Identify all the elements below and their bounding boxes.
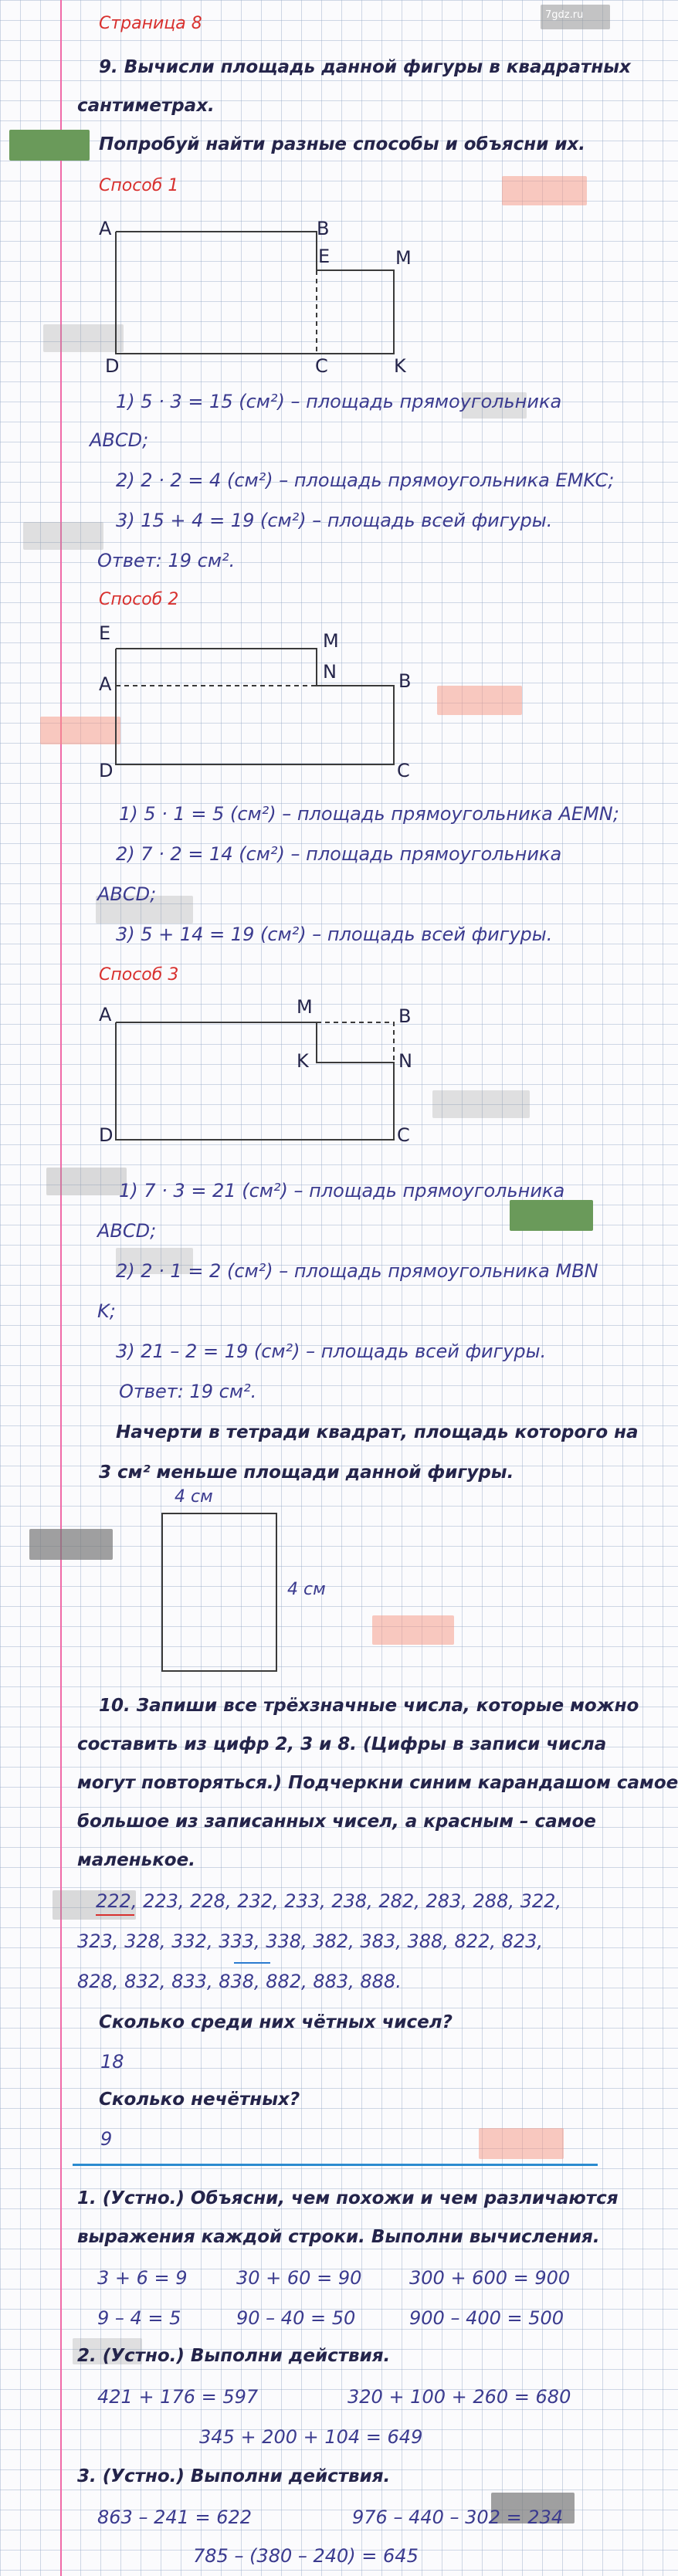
way2-line2: 2) 7 · 2 = 14 (см²) – площадь прямоугольника: [116, 843, 562, 865]
way1-label: Способ 1: [99, 176, 179, 195]
task1-r1c3: 300 + 600 = 900: [409, 2267, 571, 2289]
task2-e1: 421 + 176 = 597: [97, 2386, 259, 2408]
point-D: D: [105, 355, 120, 377]
task1-r1c1: 3 + 6 = 9: [97, 2267, 188, 2289]
point-A3: A: [99, 1004, 112, 1025]
square-4cm: [162, 1513, 276, 1671]
way1-line3: 3) 15 + 4 = 19 (см²) – площадь всей фигуры.: [116, 510, 553, 531]
point-N3: N: [398, 1050, 412, 1072]
task10-title-line2: составить из цифр 2, 3 и 8. (Цифры в записи числа: [77, 1734, 607, 1754]
task1-title-line2: выражения каждой строки. Выполни вычисления.: [77, 2227, 600, 2247]
task1-title-line1: 1. (Устно.) Объясни, чем похожи и чем различаются: [77, 2188, 619, 2208]
point-A2: A: [99, 673, 112, 695]
way2-line2b: ABCD;: [97, 883, 157, 905]
way3-line2: 2) 2 · 1 = 2 (см²) – площадь прямоугольника MBN: [116, 1260, 598, 1282]
task9-title-line1: 9. Вычисли площадь данной фигуры в квадратных: [99, 57, 631, 77]
point-E2: E: [99, 622, 111, 644]
task3-e1: 863 – 241 = 622: [97, 2507, 253, 2528]
task10-title-line3: могут повторяться.) Подчеркни синим карандашом самое: [77, 1773, 678, 1793]
even-question: Сколько среди них чётных чисел?: [99, 2012, 453, 2032]
square-side-label: 4 см: [287, 1580, 326, 1599]
way3-line3: 3) 21 – 2 = 19 (см²) – площадь всей фигуры.: [116, 1341, 547, 1362]
numbers-line3-c: , 838, 882, 883, 888.: [206, 1971, 402, 1992]
task9-title-line2: сантиметрах.: [77, 96, 215, 116]
task1-r1c2: 30 + 60 = 90: [236, 2267, 362, 2289]
min-number: 222: [96, 1890, 131, 1912]
point-M: M: [395, 247, 412, 269]
watermark-top-right: 7gdz.ru: [541, 5, 610, 29]
way1-line1: 1) 5 · 3 = 15 (см²) – площадь прямоугольника: [116, 391, 562, 412]
figure-way1: [116, 232, 394, 354]
way1-line1b: ABCD;: [90, 429, 149, 451]
way3-line1b: ABCD;: [97, 1220, 157, 1242]
task2-e3: 345 + 200 + 104 = 649: [199, 2426, 423, 2448]
even-answer: 18: [100, 2051, 124, 2073]
point-B2: B: [398, 670, 412, 692]
section-divider: [73, 2164, 598, 2166]
point-K: K: [394, 355, 406, 377]
point-A: A: [99, 218, 112, 239]
task2-e2: 320 + 100 + 260 = 680: [347, 2386, 571, 2408]
way2-line3: 3) 5 + 14 = 19 (см²) – площадь всей фигуры.: [116, 924, 553, 945]
point-C: C: [315, 355, 328, 377]
task10-title-line5: маленькое.: [77, 1850, 195, 1870]
task9-title-line3: Попробуй найти разные способы и объясни их.: [99, 134, 586, 154]
task10-title-line4: большое из записанных чисел, а красным – самое: [77, 1812, 596, 1832]
way2-label: Способ 2: [99, 590, 179, 609]
task3-title: 3. (Устно.) Выполни действия.: [77, 2466, 391, 2486]
task10-title-line1: 10. Запиши все трёхзначные числа, которые можно: [99, 1696, 639, 1716]
point-E: E: [318, 246, 331, 267]
way2-line1: 1) 5 · 1 = 5 (см²) – площадь прямоугольника AEMN;: [119, 803, 619, 825]
numbers-line3-a: 828, 832,: [77, 1971, 172, 1992]
task1-r2c1: 9 – 4 = 5: [97, 2307, 181, 2329]
way3-label: Способ 3: [99, 965, 179, 985]
task3-e2: 976 – 440 – 302 = 234: [352, 2507, 564, 2528]
numbers-line3: [77, 1971, 402, 1992]
point-M2: M: [323, 630, 339, 652]
figure-way3: [116, 1022, 394, 1140]
square-top-label: 4 см: [175, 1487, 213, 1507]
square-task-line2: 3 см² меньше площади данной фигуры.: [99, 1463, 514, 1483]
task3-e3: 785 – (380 – 240) = 645: [193, 2545, 419, 2567]
task2-title: 2. (Устно.) Выполни действия.: [77, 2346, 391, 2366]
point-B3: B: [398, 1005, 412, 1027]
point-N2: N: [323, 661, 337, 683]
point-K3: K: [297, 1050, 309, 1072]
point-D3: D: [99, 1124, 114, 1146]
page-label: Страница 8: [99, 14, 202, 33]
square-task-line1: Начерти в тетради квадрат, площадь которого на: [116, 1422, 639, 1442]
point-D2: D: [99, 760, 114, 781]
point-C3: C: [397, 1124, 410, 1146]
figure-way2: [116, 649, 394, 764]
way1-line2: 2) 2 · 2 = 4 (см²) – площадь прямоугольника EMKC;: [116, 469, 615, 491]
way1-answer: Ответ: 19 см².: [97, 550, 236, 571]
odd-question: Сколько нечётных?: [99, 2090, 300, 2110]
task1-r2c3: 900 – 400 = 500: [409, 2307, 564, 2329]
point-C2: C: [397, 760, 410, 781]
way3-answer: Ответ: 19 см².: [119, 1381, 257, 1402]
task1-r2c2: 90 – 40 = 50: [236, 2307, 356, 2329]
odd-answer: 9: [100, 2128, 113, 2150]
numbers-line1-rest: , 223, 228, 232, 233, 238, 282, 283, 288, 322,: [131, 1890, 562, 1912]
numbers-line2: 323, 328, 332, 333, 338, 382, 383, 388, 822, 823,: [77, 1930, 544, 1952]
way3-line1: 1) 7 · 3 = 21 (см²) – площадь прямоугольника: [119, 1180, 565, 1202]
numbers-line1: [96, 1890, 561, 1912]
point-B: B: [317, 218, 330, 239]
way3-line2b: K;: [97, 1300, 116, 1322]
max-number-label: 833: [171, 1971, 207, 1992]
point-M3: M: [297, 996, 313, 1018]
